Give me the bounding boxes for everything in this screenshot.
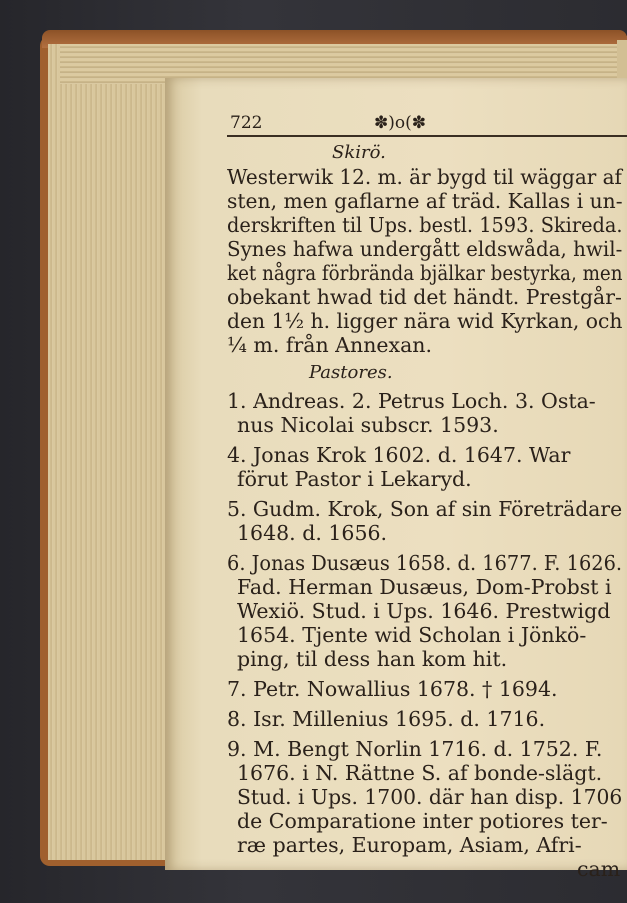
- pastor-line: 1. Andreas. 2. Petrus Loch. 3. Osta-: [227, 389, 596, 413]
- paragraph-line: obekant hwad tid det händt. Prestgår-: [227, 285, 622, 309]
- pastor-line: 1648. d. 1656.: [237, 521, 388, 545]
- page-number: 722: [230, 113, 263, 133]
- pastor-line: ping, til dess han kom hit.: [237, 647, 508, 671]
- pastor-line: cam: [577, 857, 621, 881]
- paragraph-line: ¼ m. från Annexan.: [227, 333, 433, 357]
- pastor-line: 8. Isr. Millenius 1695. d. 1716.: [227, 707, 546, 731]
- pastor-line: Fad. Herman Dusæus, Dom-Probst i: [237, 575, 612, 599]
- section-title: Pastores.: [309, 362, 393, 383]
- paragraph-line: sten, men gaflarne af träd. Kallas i un-: [227, 189, 623, 213]
- page-title: Skirö.: [332, 142, 386, 163]
- paragraph-line: Synes hafwa undergått eldswåda, hwil-: [227, 237, 623, 261]
- pastor-line: 7. Petr. Nowallius 1678. † 1694.: [227, 677, 558, 701]
- paragraph-line: ket några förbrända bjälkar bestyrka, men: [227, 261, 623, 285]
- pastor-line: 1676. i N. Rättne S. af bonde-slägt.: [237, 761, 603, 785]
- paragraph-line: Westerwik 12. m. är bygd til wäggar af: [227, 165, 622, 189]
- pastor-line: de Comparatione inter potiores ter-: [237, 809, 608, 833]
- pastor-line: förut Pastor i Lekaryd.: [237, 467, 472, 491]
- header-rule: [227, 135, 627, 137]
- pastor-line: nus Nicolai subscr. 1593.: [237, 413, 499, 437]
- pastor-line: 4. Jonas Krok 1602. d. 1647. War: [227, 443, 571, 467]
- paragraph-line: derskriften til Ups. bestl. 1593. Skireda.: [227, 213, 623, 237]
- pastor-line: Stud. i Ups. 1700. där han disp. 1706: [237, 785, 623, 809]
- pastor-line: 9. M. Bengt Norlin 1716. d. 1752. F.: [227, 737, 603, 761]
- pastor-line: Wexiö. Stud. i Ups. 1646. Prestwigd: [237, 599, 611, 623]
- pastor-line: ræ partes, Europam, Asiam, Afri-: [237, 833, 582, 857]
- paragraph-line: den 1½ h. ligger nära wid Kyrkan, och: [227, 309, 623, 333]
- header-ornament: ✽)o(✽: [374, 113, 426, 133]
- pastor-line: 5. Gudm. Krok, Son af sin Företrädare: [227, 497, 623, 521]
- pastor-line: 6. Jonas Dusæus 1658. d. 1677. F. 1626.: [227, 551, 623, 575]
- pastor-line: 1654. Tjente wid Scholan i Jönkö-: [237, 623, 587, 647]
